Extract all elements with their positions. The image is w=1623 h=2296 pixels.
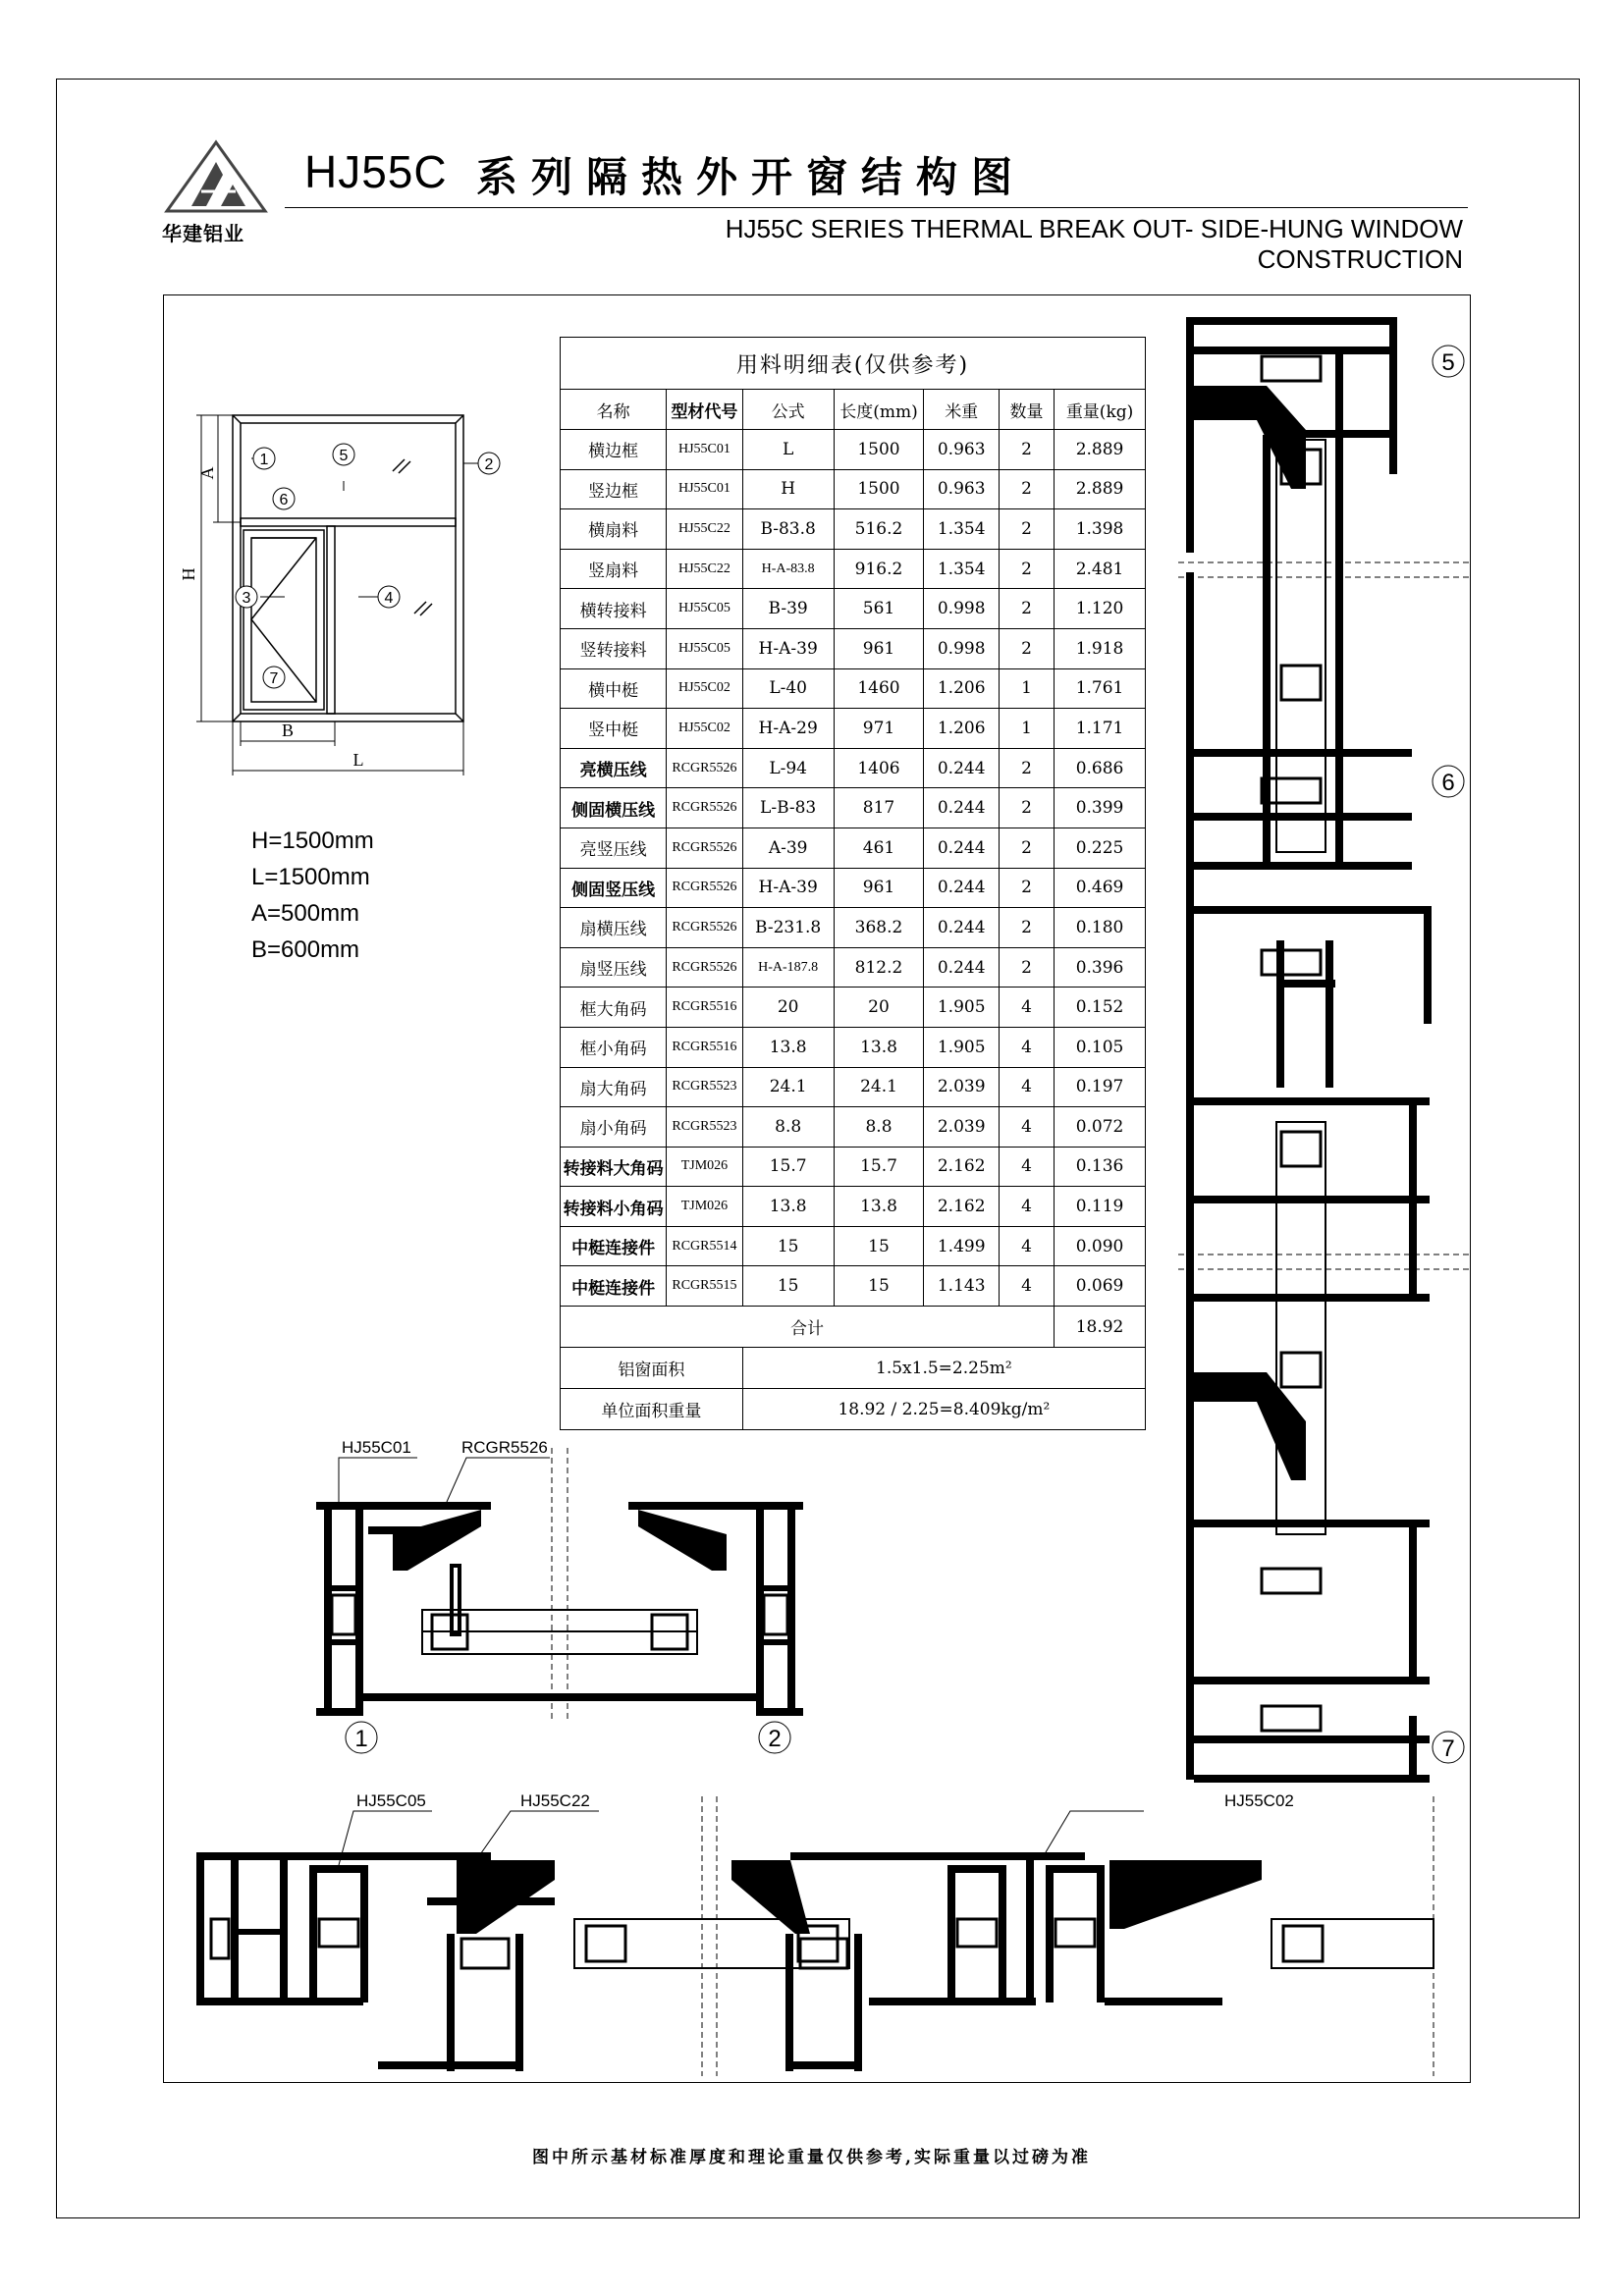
cell-unit-weight: 1.206 xyxy=(924,709,1000,749)
cell-formula: 15 xyxy=(742,1266,834,1307)
table-row xyxy=(561,589,1146,629)
dim-h-label: H xyxy=(179,567,198,581)
cell-length: 1406 xyxy=(834,748,924,788)
cell-qty: 4 xyxy=(999,1107,1054,1148)
cell-unit-weight: 0.963 xyxy=(924,430,1000,470)
cell-weight: 0.180 xyxy=(1055,908,1146,948)
cell-code: HJ55C02 xyxy=(667,668,743,709)
cell-formula: 20 xyxy=(742,988,834,1028)
table-row xyxy=(561,469,1146,509)
table-row xyxy=(561,947,1146,988)
cell-qty: 2 xyxy=(999,628,1054,668)
cell-name: 侧固横压线 xyxy=(561,788,667,828)
table-row xyxy=(561,828,1146,868)
title-english: HJ55C SERIES THERMAL BREAK OUT- SIDE-HUNG WINDOW CONSTRUCTION xyxy=(725,214,1463,274)
unit-weight-value: 18.92 / 2.25=8.409kg/m² xyxy=(742,1389,1145,1430)
cell-length: 20 xyxy=(834,988,924,1028)
cell-formula: H-A-39 xyxy=(742,868,834,908)
cell-formula: B-39 xyxy=(742,589,834,629)
cell-code: HJ55C22 xyxy=(667,549,743,589)
cell-weight: 1.918 xyxy=(1055,628,1146,668)
cell-code: RCGR5526 xyxy=(667,828,743,868)
cell-unit-weight: 0.244 xyxy=(924,908,1000,948)
cell-unit-weight: 1.905 xyxy=(924,988,1000,1028)
cell-name: 横边框 xyxy=(561,430,667,470)
table-row xyxy=(561,1067,1146,1107)
company-logo xyxy=(162,137,270,216)
cell-weight: 0.119 xyxy=(1055,1187,1146,1227)
cell-weight: 1.120 xyxy=(1055,589,1146,629)
cell-name: 竖边框 xyxy=(561,469,667,509)
cell-weight: 1.398 xyxy=(1055,509,1146,550)
model-title: HJ55C xyxy=(304,146,448,197)
cell-formula: B-231.8 xyxy=(742,908,834,948)
window-elevation-diagram xyxy=(157,393,530,805)
cell-qty: 2 xyxy=(999,947,1054,988)
cell-formula: L xyxy=(742,430,834,470)
cell-weight: 0.469 xyxy=(1055,868,1146,908)
header-formula: 公式 xyxy=(742,390,834,430)
cell-name: 框大角码 xyxy=(561,988,667,1028)
table-row xyxy=(561,868,1146,908)
table-row xyxy=(561,908,1146,948)
area-value: 1.5x1.5=2.25m² xyxy=(742,1348,1145,1389)
table-row xyxy=(561,628,1146,668)
marker-7: 7 xyxy=(269,670,279,687)
cell-code: RCGR5515 xyxy=(667,1266,743,1307)
cell-formula: 8.8 xyxy=(742,1107,834,1148)
cell-qty: 2 xyxy=(999,509,1054,550)
table-caption: 用料明细表(仅供参考) xyxy=(561,338,1146,390)
cell-code: RCGR5523 xyxy=(667,1107,743,1148)
cell-qty: 1 xyxy=(999,709,1054,749)
dim-l-label: L xyxy=(352,750,364,770)
cell-formula: 15 xyxy=(742,1226,834,1266)
dimension-a: A=500mm xyxy=(251,900,360,927)
label-hj55c22: HJ55C22 xyxy=(520,1791,590,1810)
cell-qty: 4 xyxy=(999,1266,1054,1307)
label-rcgr5526: RCGR5526 xyxy=(461,1438,548,1457)
cell-weight: 0.152 xyxy=(1055,988,1146,1028)
cell-formula: L-94 xyxy=(742,748,834,788)
cell-unit-weight: 2.039 xyxy=(924,1107,1000,1148)
total-value: 18.92 xyxy=(1055,1307,1146,1348)
header-name: 名称 xyxy=(561,390,667,430)
cell-length: 461 xyxy=(834,828,924,868)
cell-qty: 2 xyxy=(999,868,1054,908)
cell-unit-weight: 2.162 xyxy=(924,1187,1000,1227)
cell-code: RCGR5516 xyxy=(667,988,743,1028)
cell-length: 971 xyxy=(834,709,924,749)
dim-a-label: A xyxy=(197,466,217,480)
cell-qty: 4 xyxy=(999,1027,1054,1067)
cell-code: RCGR5526 xyxy=(667,788,743,828)
label-hj55c01: HJ55C01 xyxy=(342,1438,411,1457)
cell-code: HJ55C05 xyxy=(667,628,743,668)
cell-qty: 1 xyxy=(999,668,1054,709)
table-row xyxy=(561,1027,1146,1067)
cell-length: 368.2 xyxy=(834,908,924,948)
section-vertical-drawing xyxy=(1178,312,1473,1785)
cell-unit-weight: 1.499 xyxy=(924,1226,1000,1266)
cell-qty: 4 xyxy=(999,1187,1054,1227)
cell-weight: 0.225 xyxy=(1055,828,1146,868)
table-row xyxy=(561,748,1146,788)
cell-length: 1500 xyxy=(834,430,924,470)
cell-formula: L-B-83 xyxy=(742,788,834,828)
cell-name: 扇竖压线 xyxy=(561,947,667,988)
cell-name: 扇横压线 xyxy=(561,908,667,948)
cell-weight: 2.481 xyxy=(1055,549,1146,589)
section-horizontal-drawing xyxy=(182,1782,1438,2081)
cell-length: 13.8 xyxy=(834,1027,924,1067)
cell-qty: 4 xyxy=(999,1067,1054,1107)
table-row xyxy=(561,709,1146,749)
marker-2: 2 xyxy=(484,456,494,473)
cell-unit-weight: 2.162 xyxy=(924,1147,1000,1187)
header-unit-weight: 米重 xyxy=(924,390,1000,430)
cell-code: RCGR5514 xyxy=(667,1226,743,1266)
cell-code: HJ55C05 xyxy=(667,589,743,629)
table-body xyxy=(561,430,1146,1307)
cell-weight: 0.105 xyxy=(1055,1027,1146,1067)
section-marker-7: 7 xyxy=(1441,1735,1455,1762)
cell-qty: 2 xyxy=(999,788,1054,828)
cell-code: RCGR5526 xyxy=(667,868,743,908)
unit-weight-row xyxy=(561,1389,1146,1430)
table-row xyxy=(561,788,1146,828)
cell-formula: H-A-29 xyxy=(742,709,834,749)
table-row xyxy=(561,1226,1146,1266)
table-row xyxy=(561,430,1146,470)
header-length: 长度(mm) xyxy=(834,390,924,430)
cell-formula: A-39 xyxy=(742,828,834,868)
cell-weight: 0.399 xyxy=(1055,788,1146,828)
cell-code: RCGR5523 xyxy=(667,1067,743,1107)
marker-6: 6 xyxy=(279,492,289,508)
cell-code: TJM026 xyxy=(667,1147,743,1187)
marker-5: 5 xyxy=(339,448,349,464)
cell-name: 亮横压线 xyxy=(561,748,667,788)
cell-name: 框小角码 xyxy=(561,1027,667,1067)
cell-name: 扇大角码 xyxy=(561,1067,667,1107)
header-code: 型材代号 xyxy=(667,390,743,430)
total-label: 合计 xyxy=(561,1307,1055,1348)
cell-weight: 1.171 xyxy=(1055,709,1146,749)
cell-length: 516.2 xyxy=(834,509,924,550)
cell-name: 横转接料 xyxy=(561,589,667,629)
cell-length: 13.8 xyxy=(834,1187,924,1227)
cell-unit-weight: 0.244 xyxy=(924,788,1000,828)
cell-code: RCGR5526 xyxy=(667,908,743,948)
cell-weight: 2.889 xyxy=(1055,430,1146,470)
area-label: 铝窗面积 xyxy=(561,1348,743,1389)
cell-name: 横扇料 xyxy=(561,509,667,550)
cell-code: RCGR5516 xyxy=(667,1027,743,1067)
cell-formula: L-40 xyxy=(742,668,834,709)
table-row xyxy=(561,1266,1146,1307)
logo-text: 华建铝业 xyxy=(162,222,244,245)
cell-code: HJ55C02 xyxy=(667,709,743,749)
cell-weight: 2.889 xyxy=(1055,469,1146,509)
header-qty: 数量 xyxy=(999,390,1054,430)
cell-unit-weight: 1.905 xyxy=(924,1027,1000,1067)
dimension-b: B=600mm xyxy=(251,936,360,963)
dimension-l: L=1500mm xyxy=(251,864,370,890)
marker-1: 1 xyxy=(259,452,269,468)
section-frame-drawing xyxy=(295,1428,825,1762)
cell-length: 916.2 xyxy=(834,549,924,589)
cell-qty: 4 xyxy=(999,988,1054,1028)
cell-unit-weight: 0.963 xyxy=(924,469,1000,509)
cell-unit-weight: 0.244 xyxy=(924,947,1000,988)
cell-unit-weight: 0.244 xyxy=(924,828,1000,868)
dimension-h: H=1500mm xyxy=(251,828,374,854)
cell-name: 中梃连接件 xyxy=(561,1226,667,1266)
cell-code: HJ55C22 xyxy=(667,509,743,550)
cell-length: 15 xyxy=(834,1226,924,1266)
cell-formula: H-A-187.8 xyxy=(742,947,834,988)
cell-name: 竖中梃 xyxy=(561,709,667,749)
cell-weight: 0.069 xyxy=(1055,1266,1146,1307)
cell-formula: B-83.8 xyxy=(742,509,834,550)
table-row xyxy=(561,988,1146,1028)
table-row xyxy=(561,668,1146,709)
cell-length: 15 xyxy=(834,1266,924,1307)
label-hj55c05: HJ55C05 xyxy=(356,1791,426,1810)
table-row xyxy=(561,1187,1146,1227)
cell-length: 24.1 xyxy=(834,1067,924,1107)
title-chinese: 系列隔热外开窗结构图 xyxy=(476,153,1027,201)
title-divider xyxy=(285,207,1468,208)
cell-qty: 2 xyxy=(999,908,1054,948)
cell-formula: 13.8 xyxy=(742,1187,834,1227)
cell-length: 1500 xyxy=(834,469,924,509)
cell-unit-weight: 0.998 xyxy=(924,589,1000,629)
cell-weight: 0.136 xyxy=(1055,1147,1146,1187)
cell-qty: 2 xyxy=(999,549,1054,589)
cell-weight: 1.761 xyxy=(1055,668,1146,709)
cell-unit-weight: 1.354 xyxy=(924,509,1000,550)
dim-b-label: B xyxy=(281,721,295,740)
table-row xyxy=(561,1147,1146,1187)
cell-name: 亮竖压线 xyxy=(561,828,667,868)
materials-table xyxy=(560,337,1146,1430)
cell-name: 横中梃 xyxy=(561,668,667,709)
table-header-row xyxy=(561,390,1146,430)
cell-name: 竖转接料 xyxy=(561,628,667,668)
cell-unit-weight: 1.143 xyxy=(924,1266,1000,1307)
table-row xyxy=(561,1107,1146,1148)
marker-4: 4 xyxy=(384,590,394,607)
cell-unit-weight: 0.244 xyxy=(924,748,1000,788)
cell-name: 扇小角码 xyxy=(561,1107,667,1148)
cell-formula: H-A-83.8 xyxy=(742,549,834,589)
cell-length: 561 xyxy=(834,589,924,629)
cell-length: 961 xyxy=(834,628,924,668)
dimension-list xyxy=(251,823,374,968)
cell-name: 转接料大角码 xyxy=(561,1147,667,1187)
cell-unit-weight: 1.354 xyxy=(924,549,1000,589)
cell-unit-weight: 2.039 xyxy=(924,1067,1000,1107)
cell-code: RCGR5526 xyxy=(667,947,743,988)
cell-name: 中梃连接件 xyxy=(561,1266,667,1307)
cell-qty: 4 xyxy=(999,1147,1054,1187)
cell-qty: 2 xyxy=(999,469,1054,509)
cell-qty: 4 xyxy=(999,1226,1054,1266)
cell-formula: H-A-39 xyxy=(742,628,834,668)
cell-length: 1460 xyxy=(834,668,924,709)
unit-weight-label: 单位面积重量 xyxy=(561,1389,743,1430)
cell-unit-weight: 0.244 xyxy=(924,868,1000,908)
cell-code: RCGR5526 xyxy=(667,748,743,788)
section-marker-1: 1 xyxy=(354,1726,368,1752)
cell-weight: 0.686 xyxy=(1055,748,1146,788)
cell-weight: 0.090 xyxy=(1055,1226,1146,1266)
cell-qty: 2 xyxy=(999,430,1054,470)
cell-length: 812.2 xyxy=(834,947,924,988)
cell-weight: 0.197 xyxy=(1055,1067,1146,1107)
cell-unit-weight: 1.206 xyxy=(924,668,1000,709)
cell-code: TJM026 xyxy=(667,1187,743,1227)
table-row xyxy=(561,509,1146,550)
header-weight: 重量(kg) xyxy=(1055,390,1146,430)
cell-name: 转接料小角码 xyxy=(561,1187,667,1227)
cell-qty: 2 xyxy=(999,748,1054,788)
label-hj55c02: HJ55C02 xyxy=(1224,1791,1294,1810)
cell-length: 961 xyxy=(834,868,924,908)
cell-length: 817 xyxy=(834,788,924,828)
cell-code: HJ55C01 xyxy=(667,469,743,509)
footer-note: 图中所示基材标准厚度和理论重量仅供参考,实际重量以过磅为准 xyxy=(532,2148,1091,2167)
cell-formula: 15.7 xyxy=(742,1147,834,1187)
cell-formula: H xyxy=(742,469,834,509)
cell-formula: 13.8 xyxy=(742,1027,834,1067)
cell-formula: 24.1 xyxy=(742,1067,834,1107)
cell-length: 15.7 xyxy=(834,1147,924,1187)
cell-qty: 2 xyxy=(999,589,1054,629)
cell-qty: 2 xyxy=(999,828,1054,868)
total-row xyxy=(561,1307,1146,1348)
cell-weight: 0.396 xyxy=(1055,947,1146,988)
cell-name: 侧固竖压线 xyxy=(561,868,667,908)
cell-name: 竖扇料 xyxy=(561,549,667,589)
cell-length: 8.8 xyxy=(834,1107,924,1148)
cell-weight: 0.072 xyxy=(1055,1107,1146,1148)
section-marker-2: 2 xyxy=(768,1726,782,1752)
area-row xyxy=(561,1348,1146,1389)
marker-3: 3 xyxy=(242,590,251,607)
section-marker-6: 6 xyxy=(1441,770,1455,796)
cell-unit-weight: 0.998 xyxy=(924,628,1000,668)
table-row xyxy=(561,549,1146,589)
cell-code: HJ55C01 xyxy=(667,430,743,470)
section-marker-5: 5 xyxy=(1441,349,1455,376)
